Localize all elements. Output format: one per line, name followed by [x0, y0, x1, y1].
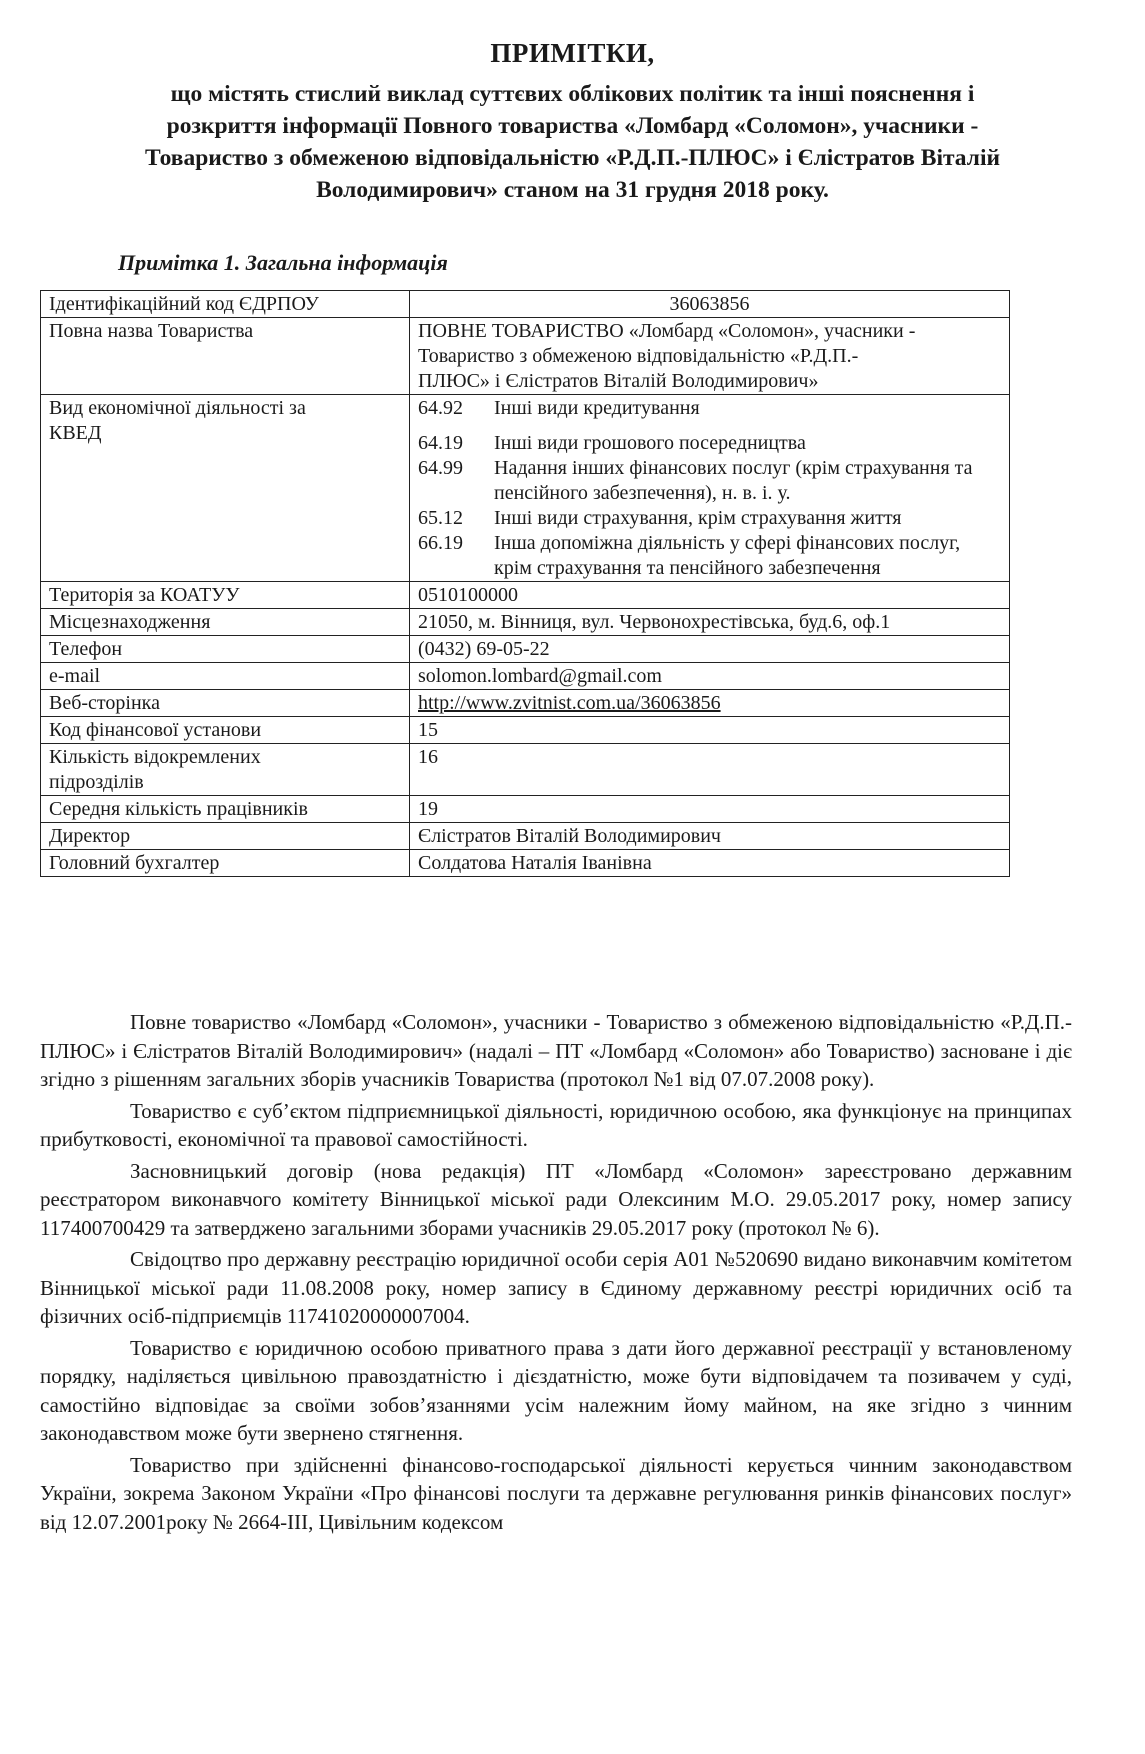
kved-desc: Інші види страхування, крім страхування життя [494, 507, 902, 529]
subtitle-line: Товариство з обмеженою відповідальністю «Р.Д.П.-ПЛЮС» і Єлістратов Віталій [144, 145, 1001, 171]
subtitle-line: Володимирович» станом на 31 грудня 2018 року. [316, 177, 829, 203]
branches-label-line: підрозділів [49, 771, 144, 793]
table-row [41, 850, 1010, 877]
kved-desc: Інші види грошового посередництва [494, 432, 806, 454]
row-label: Територія за КОАТУУ [41, 582, 410, 609]
table-row [41, 717, 1010, 744]
full-name-line: ПОВНЕ ТОВАРИСТВО «Ломбард «Соломон», учасники - [418, 320, 916, 342]
kved-item [418, 531, 1001, 581]
body-paragraph: Товариство при здійсненні фінансово-господарської діяльності керується чинним законодавством України, зокрема Законом України «Про фінансові послуги та державне регулювання ринків фінансових послуг» від 12.07.2001року № 2664-ІІІ, Цивільним кодексом [40, 1452, 1072, 1534]
edrpou-value: 36063856 [410, 291, 1010, 318]
full-name-value [410, 318, 1010, 395]
row-label: Місцезнаходження [41, 609, 410, 636]
row-label: Телефон [41, 636, 410, 663]
row-label: Веб-сторінка [41, 690, 410, 717]
body-paragraph: Товариство є юридичною особою приватного права з дати його державної реєстрації у встановленому порядку, наділяється цивільною правоздатністю і дієздатністю, може бути відповідачем та позивачем у суді, самостійно відповідає за своїми зобов’язаннями усім належним йому майном, на яке згідно з чинним законодавством може бути звернено стягнення. [40, 1335, 1072, 1445]
kved-item [418, 506, 1001, 531]
row-label: Директор [41, 823, 410, 850]
body-paragraph: Товариство є суб’єктом підприємницької діяльності, юридичною особою, яка функціонує на принципах прибутковості, економічної та правової самостійності. [40, 1098, 1072, 1151]
row-label: e-mail [41, 663, 410, 690]
row-label [41, 395, 410, 582]
employees-value: 19 [410, 796, 1010, 823]
kved-value [410, 395, 1010, 582]
kved-item [418, 456, 1001, 506]
row-label: Код фінансової установи [41, 717, 410, 744]
phone-value: (0432) 69-05-22 [410, 636, 1010, 663]
row-label: Повна назва Товариства [41, 318, 410, 395]
full-name-line: ПЛЮС» і Єлістратов Віталій Володимирович» [418, 370, 819, 392]
fin-code-value: 15 [410, 717, 1010, 744]
body-paragraph: Засновницький договір (нова редакція) ПТ «Ломбард «Соломон» зареєстровано державним реєстратором виконавчого комітету Вінницької міської ради Олексиним М.О. 29.05.2017 року, номер запису 117400700429 та затверджено загальними зборами учасників 29.05.2017 року (протокол № 6). [40, 1158, 1072, 1240]
row-label [41, 744, 410, 796]
row-label: Ідентифікаційний код ЄДРПОУ [41, 291, 410, 318]
row-label: Середня кількість працівників [41, 796, 410, 823]
website-cell [410, 690, 1010, 717]
kved-desc: Інші види кредитування [494, 397, 700, 419]
koatuu-value: 0510100000 [410, 582, 1010, 609]
kved-label-line: КВЕД [49, 422, 102, 444]
branches-value: 16 [410, 744, 1010, 796]
body-paragraph: Свідоцтво про державну реєстрацію юридичної особи серія А01 №520690 видано виконавчим комітетом Вінницької міської ради 11.08.2008 року, номер запису в Єдиному державному реєстрі юридичних осіб та фізичних осіб-підприємців 11741020000007004. [40, 1247, 1072, 1328]
table-row [41, 796, 1010, 823]
website-link[interactable]: http://www.zvitnist.com.ua/36063856 [418, 692, 721, 714]
kved-desc: Надання інших фінансових послуг (крім страхування та пенсійного забезпечення), н. в. і. у. [494, 457, 973, 504]
branches-label-line: Кількість відокремлених [49, 746, 261, 768]
kved-code: 66.19 [418, 532, 463, 554]
subtitle-line: розкриття інформації Повного товариства «Ломбард «Соломон», учасники - [166, 113, 979, 139]
kved-code: 65.12 [418, 507, 463, 529]
kved-item [418, 396, 1001, 421]
document-title: ПРИМІТКИ, [490, 38, 655, 68]
location-value: 21050, м. Вінниця, вул. Червонохрестівська, буд.6, оф.1 [410, 609, 1010, 636]
kved-label-line: Вид економічної діяльності за [49, 397, 306, 419]
director-value: Єлістратов Віталій Володимирович [410, 823, 1010, 850]
kved-code: 64.92 [418, 397, 463, 419]
table-row [41, 318, 1010, 395]
table-row [41, 663, 1010, 690]
table-row [41, 823, 1010, 850]
row-label: Головний бухгалтер [41, 850, 410, 877]
table-row [41, 582, 1010, 609]
table-row [41, 291, 1010, 318]
accountant-value: Солдатова Наталія Іванівна [410, 850, 1010, 877]
table-row [41, 744, 1010, 796]
table-row [41, 609, 1010, 636]
full-name-line: Товариство з обмеженою відповідальністю «Р.Д.П.- [418, 345, 859, 367]
section-heading: Примітка 1. Загальна інформація [118, 250, 448, 275]
table-row [41, 395, 1010, 582]
subtitle-line: що містять стислий виклад суттєвих облікових політик та інші пояснення і [170, 81, 975, 107]
table-row [41, 690, 1010, 717]
body-text [40, 1008, 1072, 1539]
general-info-table [40, 290, 1010, 877]
kved-item [418, 431, 1001, 456]
table-row [41, 636, 1010, 663]
kved-code: 64.99 [418, 457, 463, 479]
email-value[interactable]: solomon.lombard@gmail.com [410, 663, 1010, 690]
kved-code: 64.19 [418, 432, 463, 454]
body-paragraph: Повне товариство «Ломбард «Соломон», учасники - Товариство з обмеженою відповідальністю «Р.Д.П.-ПЛЮС» і Єлістратов Віталій Володимирович» (надалі – ПТ «Ломбард «Соломон» або Товариство) засноване і діє згідно з рішенням загальних зборів учасників Товариства (протокол №1 від 07.07.2008 року). [40, 1010, 1072, 1091]
document-subtitle [40, 78, 1105, 206]
kved-desc: Інша допоміжна діяльність у сфері фінансових послуг, крім страхування та пенсійного забезпечення [494, 532, 961, 579]
